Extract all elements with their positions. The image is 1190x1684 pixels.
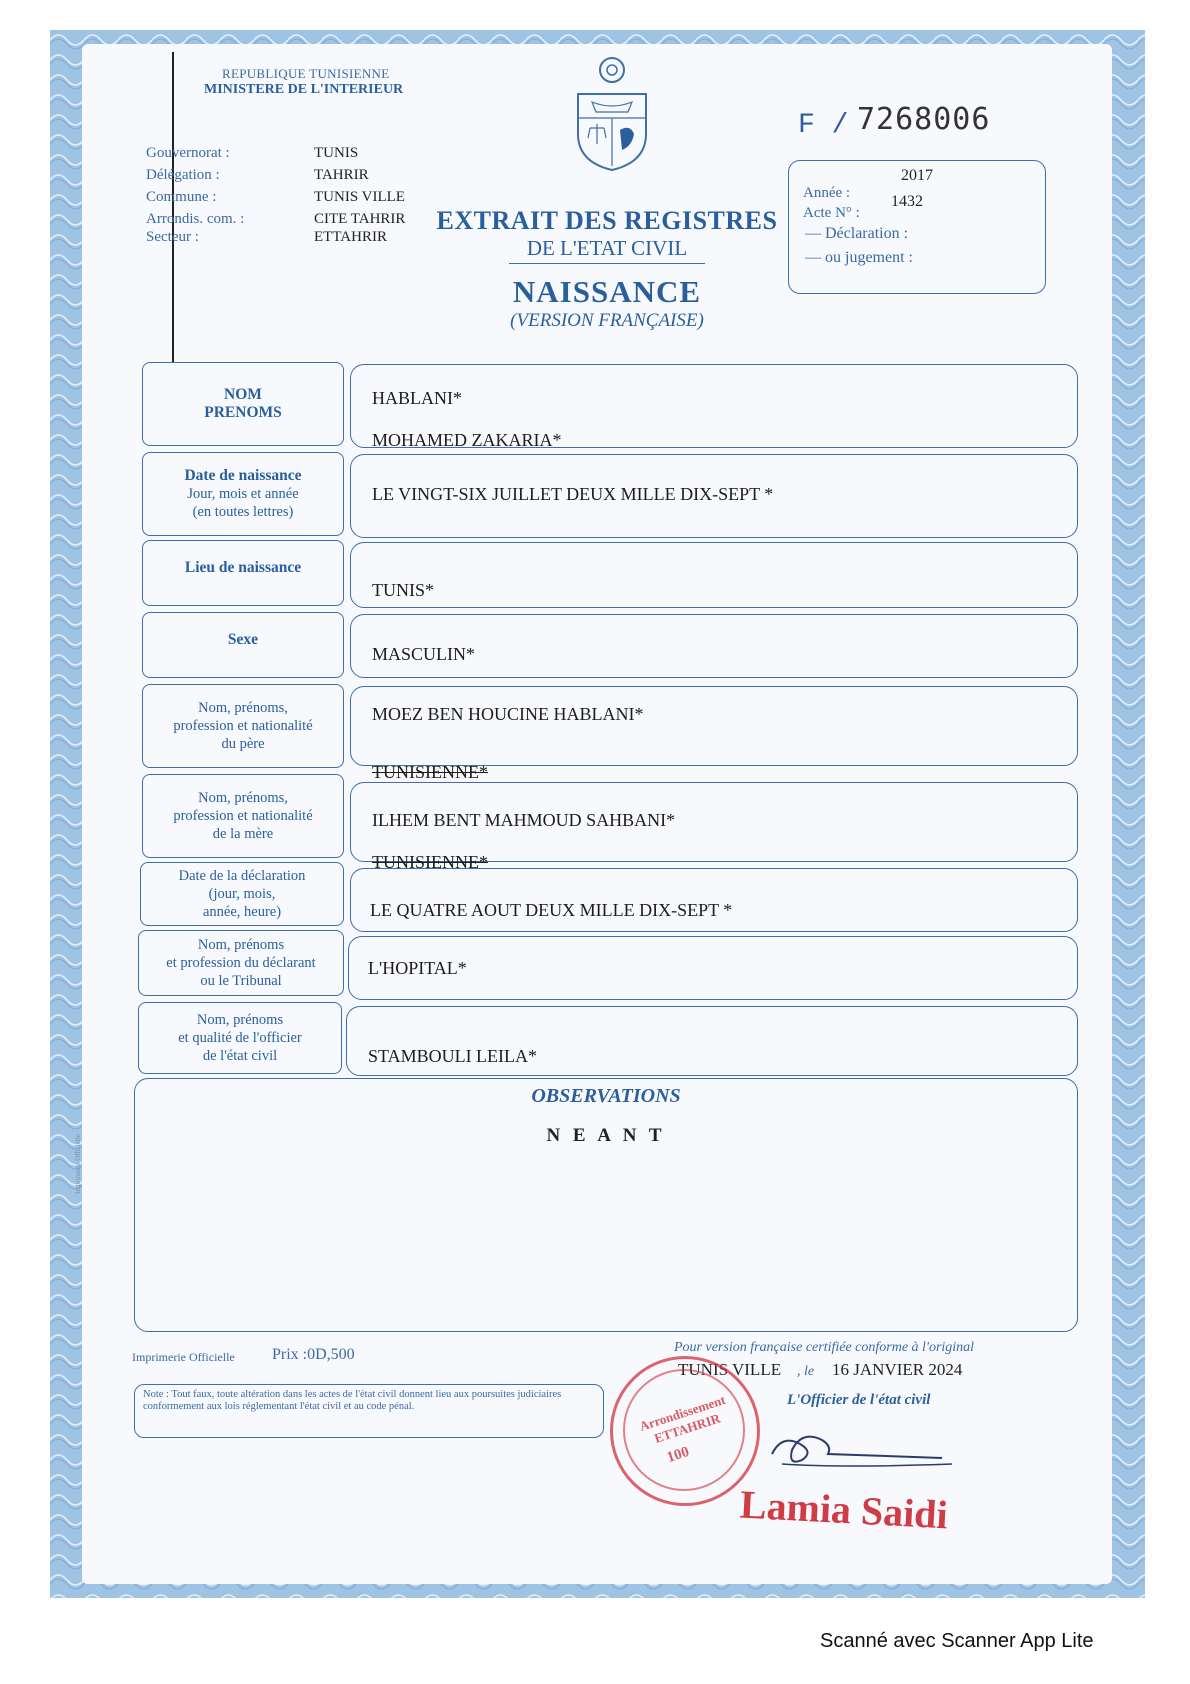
document-sheet	[50, 30, 1145, 1598]
coat-of-arms-icon	[570, 54, 654, 174]
place-value: TUNIS VILLE	[678, 1360, 782, 1379]
label-declarant-line1: Nom, prénoms	[197, 937, 285, 953]
secteur-label: Secteur :	[146, 229, 199, 245]
signature-name-stamp: Lamia Saidi	[738, 1481, 949, 1538]
value-mere-nationalite: TUNISIENNE*	[372, 852, 488, 872]
annee-value: 2017	[901, 167, 933, 184]
stamp-text: Arrondissement ETTAHRIR	[637, 1391, 728, 1446]
title-etat-civil: DE L'ETAT CIVIL	[509, 236, 705, 264]
value-box-lieu-naissance	[350, 542, 1078, 608]
value-mere: ILHEM BENT MAHMOUD SAHBANI*	[372, 810, 676, 830]
label-nom: NOM	[224, 386, 262, 403]
label-officier-line2: et qualité de l'officier	[178, 1030, 302, 1046]
label-declarant-line3: ou le Tribunal	[200, 973, 282, 989]
label-officier-line1: Nom, prénoms	[196, 1012, 284, 1028]
value-sexe: MASCULIN*	[372, 644, 476, 664]
label-date-naissance-line2: (en toutes lettres)	[192, 504, 294, 520]
label-declaration-line2: (jour, mois,	[208, 886, 276, 902]
title-version: (VERSION FRANÇAISE)	[510, 310, 704, 331]
label-nom-prenoms	[142, 362, 344, 446]
label-date-naissance-line1: Jour, mois et année	[187, 486, 299, 502]
delegation-label: Délégation :	[146, 167, 220, 183]
value-declaration: LE QUATRE AOUT DEUX MILLE DIX-SEPT *	[370, 900, 733, 920]
legal-note: Note : Tout faux, toute altération dans les actes de l'état civil donnent lieu aux poursuites judiciaires conformement aux lois réglementant l'état civil et au code pénal.	[134, 1384, 604, 1438]
label-prenoms: PRENOMS	[204, 404, 282, 421]
label-pere-line2: profession et nationalité	[173, 718, 313, 734]
label-declarant	[138, 930, 344, 996]
observations-value: N E A N T	[546, 1125, 666, 1146]
gouvernorat-label: Gouvernorat :	[146, 145, 230, 161]
officer-label: L'Officier de l'état civil	[787, 1392, 931, 1408]
label-lieu-naissance	[142, 540, 344, 606]
le-label: , le	[797, 1364, 815, 1379]
value-nom: HABLANI*	[372, 388, 462, 408]
label-mere-line1: Nom, prénoms,	[198, 790, 288, 806]
label-date-naissance-title: Date de naissance	[184, 467, 302, 484]
jugement-label: — ou jugement :	[805, 249, 913, 266]
observations-title: OBSERVATIONS	[531, 1085, 681, 1107]
title-block	[427, 206, 787, 332]
price-label: Prix :0D,500	[272, 1346, 355, 1363]
label-lieu-naissance-title: Lieu de naissance	[184, 559, 302, 576]
date-value: 16 JANVIER 2024	[832, 1360, 963, 1379]
value-declarant: L'HOPITAL*	[368, 958, 467, 978]
value-date-naissance: LE VINGT-SIX JUILLET DEUX MILLE DIX-SEPT *	[372, 484, 774, 504]
label-pere-line1: Nom, prénoms,	[198, 700, 288, 716]
value-officier: STAMBOULI LEILA*	[368, 1046, 538, 1066]
form-area	[74, 44, 1112, 1584]
gouvernorat-value: TUNIS	[314, 145, 359, 161]
annee-label: Année :	[803, 185, 851, 201]
acte-info-box	[788, 160, 1046, 294]
location-fields	[146, 144, 405, 246]
label-sexe	[142, 612, 344, 678]
ministry-label: MINISTERE DE L'INTERIEUR	[204, 82, 404, 97]
title-naissance: NAISSANCE	[512, 274, 702, 309]
commune-value: TUNIS VILLE	[314, 189, 405, 205]
value-prenoms: MOHAMED ZAKARIA*	[372, 430, 562, 450]
label-officier-line3: de l'état civil	[202, 1048, 278, 1064]
side-print: Imprimerie Officielle	[74, 1134, 82, 1194]
arrondissement-value: CITE TAHRIR	[314, 211, 406, 227]
value-pere: MOEZ BEN HOUCINE HABLANI*	[372, 704, 644, 724]
label-sexe-title: Sexe	[227, 631, 259, 648]
certified-label: Pour version française certifiée conforme à l'original	[674, 1340, 975, 1355]
title-extrait: EXTRAIT DES REGISTRES	[436, 206, 778, 235]
serial-number: 7268006	[857, 102, 991, 137]
label-declarant-line2: et profession du déclarant	[166, 955, 316, 971]
declaration-label: — Déclaration :	[805, 225, 909, 242]
label-pere	[142, 684, 344, 768]
label-declaration-line3: année, heure)	[202, 904, 282, 920]
commune-label: Commune :	[146, 189, 217, 205]
value-lieu-naissance: TUNIS*	[372, 580, 434, 600]
value-pere-nationalite: TUNISIENNE*	[372, 762, 488, 782]
label-mere-line3: de la mère	[212, 826, 274, 842]
scan-caption: Scanné avec Scanner App Lite	[820, 1630, 1094, 1652]
signature-icon	[762, 1414, 962, 1474]
label-declaration-line1: Date de la déclaration	[178, 868, 306, 884]
republic-label: REPUBLIQUE TUNISIENNE	[222, 66, 390, 81]
printer-label: Imprimerie Officielle	[132, 1350, 235, 1364]
value-box-pere	[350, 686, 1078, 766]
official-stamp	[610, 1356, 760, 1506]
arrondissement-label: Arrondis. com. :	[146, 211, 245, 227]
label-mere	[142, 774, 344, 858]
label-officier	[138, 1002, 342, 1074]
secteur-value: ETTAHRIR	[314, 229, 387, 245]
acte-label: Acte N° :	[803, 205, 860, 221]
label-mere-line2: profession et nationalité	[173, 808, 313, 824]
label-date-naissance	[142, 452, 344, 536]
delegation-value: TAHRIR	[314, 167, 369, 183]
observations-box	[134, 1078, 1078, 1332]
stamp-number: 100	[664, 1443, 692, 1467]
serial-prefix: F /	[798, 110, 849, 141]
acte-value: 1432	[891, 193, 923, 210]
label-pere-line3: du père	[221, 736, 265, 752]
label-declaration	[140, 862, 344, 926]
